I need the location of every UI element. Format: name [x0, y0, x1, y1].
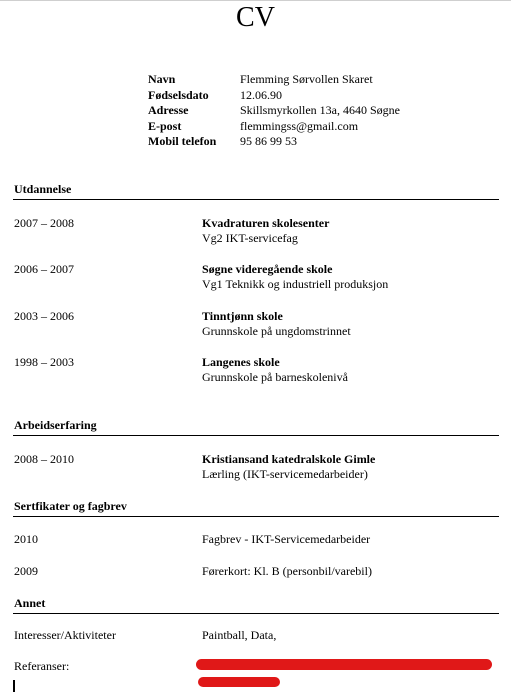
entry-title: Kvadraturen skolesenter: [202, 216, 330, 230]
entry-date: 2010: [14, 532, 38, 546]
entry-description: Vg1 Teknikk og industriell produksjon: [202, 277, 389, 291]
education-entry: [202, 355, 348, 385]
references-redaction: [196, 659, 492, 670]
certificate-value: Førerkort: Kl. B (personbil/varebil): [202, 564, 372, 578]
certificate-value: Fagbrev - IKT-Servicemedarbeider: [202, 532, 371, 546]
info-value: Flemming Sørvollen Skaret: [240, 72, 373, 86]
entry-title: Kristiansand katedralskole Gimle: [202, 452, 376, 466]
info-label: E-post: [148, 118, 182, 133]
entry-date: 2009: [14, 564, 38, 578]
section-heading-education: Utdannelse: [14, 182, 72, 196]
entry-label: Interesser/Aktiviteter: [14, 628, 116, 642]
info-label: Navn: [148, 72, 176, 86]
section-rule: [13, 613, 499, 614]
entry-description: Lærling (IKT-servicemedarbeider): [202, 467, 368, 481]
info-row-address: [148, 103, 400, 119]
entry-title: Søgne videregående skole: [202, 262, 333, 276]
text-cursor: [13, 680, 15, 692]
entry-description: Vg2 IKT-servicefag: [202, 231, 298, 245]
education-entry: [202, 262, 388, 292]
section-heading-certificates: Sertfikater og fagbrev: [14, 499, 127, 513]
section-heading-other: Annet: [14, 596, 46, 610]
education-entry: [202, 216, 329, 246]
info-value: 95 86 99 53: [240, 134, 297, 148]
section-rule: [13, 435, 499, 436]
info-label: Mobil telefon: [148, 134, 217, 148]
info-row-phone: [148, 134, 400, 150]
entry-title: Tinntjønn skole: [202, 309, 283, 323]
info-row-name: [148, 72, 400, 88]
entry-date: 2003 – 2006: [14, 309, 74, 323]
education-entry: [202, 309, 351, 339]
info-row-email: [148, 119, 400, 135]
work-entry: [202, 452, 375, 482]
document-title: CV: [236, 2, 275, 33]
entry-label: Referanser:: [14, 659, 70, 673]
entry-date: 1998 – 2003: [14, 355, 74, 369]
personal-info: [148, 72, 400, 150]
entry-date: 2006 – 2007: [14, 262, 74, 276]
info-label: Fødselsdato: [148, 87, 209, 102]
entry-title: Langenes skole: [202, 355, 280, 369]
info-label: Adresse: [148, 103, 189, 117]
info-row-birthdate: [148, 88, 400, 104]
info-value: flemmingss@gmail.com: [240, 118, 359, 133]
entry-date: 2008 – 2010: [14, 452, 74, 466]
info-value: 12.06.90: [240, 87, 282, 102]
entry-date: 2007 – 2008: [14, 216, 74, 230]
section-rule: [13, 199, 499, 200]
info-value: Skillsmyrkollen 13a, 4640 Søgne: [240, 103, 400, 117]
references-redaction: [198, 677, 280, 687]
section-heading-work: Arbeidserfaring: [14, 418, 97, 432]
entry-description: Grunnskole på ungdomstrinnet: [202, 324, 351, 338]
entry-description: Grunnskole på barneskolenivå: [202, 370, 348, 384]
interests-value: Paintball, Data,: [202, 628, 277, 642]
section-rule: [13, 516, 499, 517]
